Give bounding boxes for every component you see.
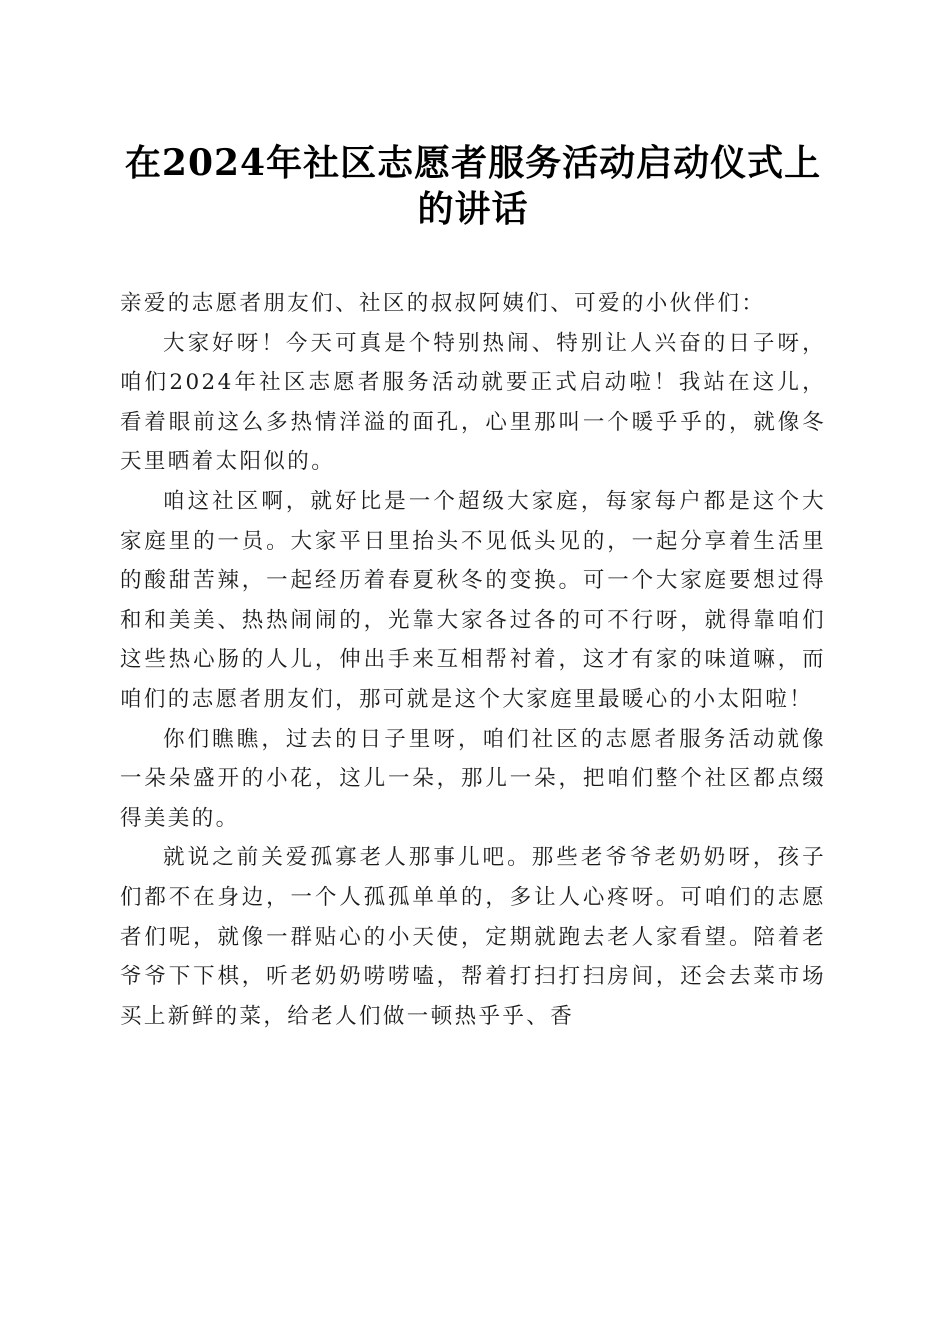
salutation: 亲爱的志愿者朋友们、社区的叔叔阿姨们、可爱的小伙伴们： (120, 291, 766, 316)
paragraph-1: 大家好呀！今天可真是个特别热闹、特别让人兴奋的日子呀，咱们2024年社区志愿者服务活动就要正式启动啦！我站在这儿，看着眼前这么多热情洋溢的面孔，心里那叫一个暖乎乎的，就像冬天里晒着太阳似的。 (120, 330, 826, 475)
document-title: 在2024年社区志愿者服务活动启动仪式上的讲话 (124, 142, 822, 230)
paragraph-2: 咱这社区啊，就好比是一个超级大家庭，每家每户都是这个大家庭里的一员。大家平日里抬头不见低头见的，一起分享着生活里的酸甜苦辣，一起经历着春夏秋冬的变换。可一个大家庭要想过得和和美美、热热闹闹的，光靠大家各过各的可不行呀，就得靠咱们这些热心肠的人儿，伸出手来互相帮衬着，这才有家的味道嘛，而咱们的志愿者朋友们，那可就是这个大家庭里最暖心的小太阳啦！ (120, 488, 826, 712)
paragraph-3: 你们瞧瞧，过去的日子里呀，咱们社区的志愿者服务活动就像一朵朵盛开的小花，这儿一朵，那儿一朵，把咱们整个社区都点缀得美美的。 (120, 726, 826, 831)
paragraph-4: 就说之前关爱孤寡老人那事儿吧。那些老爷爷老奶奶呀，孩子们都不在身边，一个人孤孤单单的，多让人心疼呀。可咱们的志愿者们呢，就像一群贴心的小天使，定期就跑去老人家看望。陪着老爷爷下下棋，听老奶奶唠唠嗑，帮着打扫打扫房间，还会去菜市场买上新鲜的菜，给老人们做一顿热乎乎、香 (120, 845, 826, 1029)
